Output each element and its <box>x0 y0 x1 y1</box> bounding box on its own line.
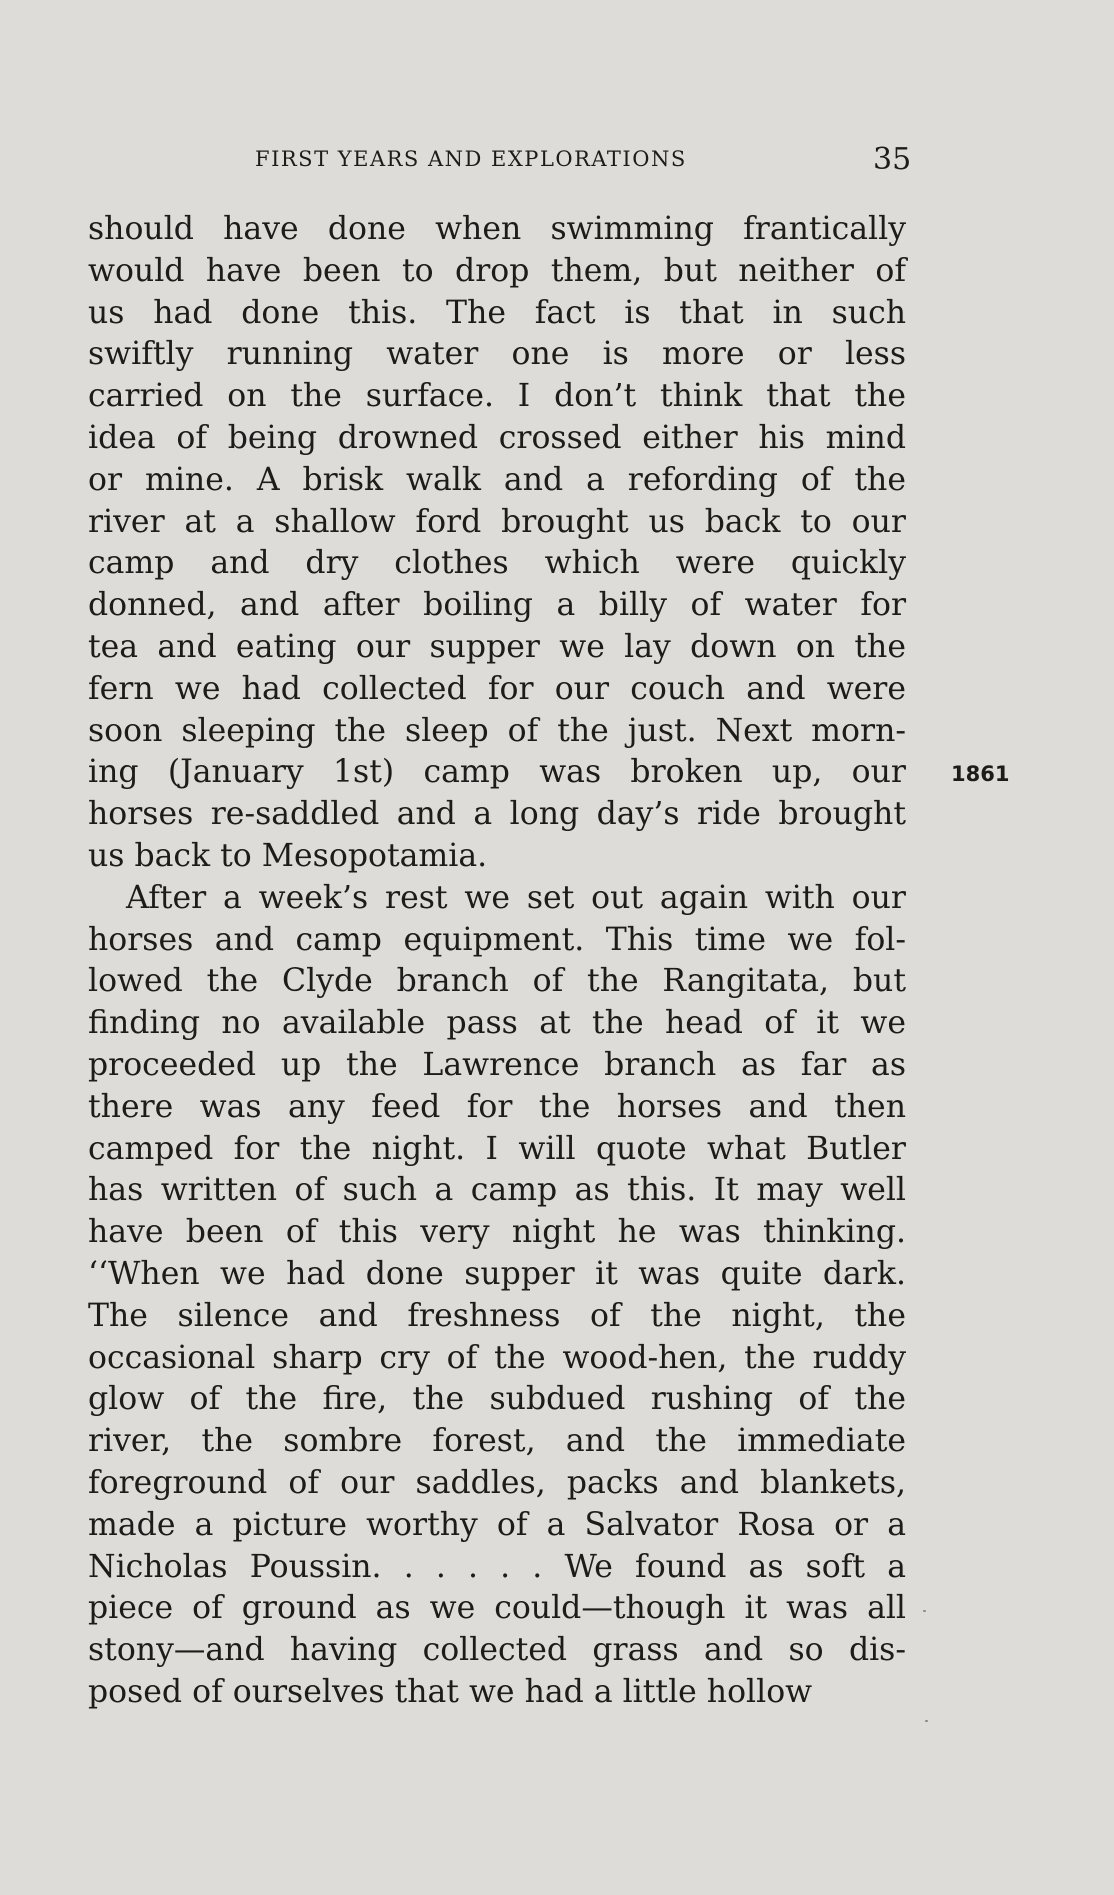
body-line: The silence and freshness of the night, the <box>88 1297 906 1334</box>
page-speck <box>925 1720 928 1722</box>
body-line: donned, and after boiling a billy of water for <box>88 587 906 624</box>
running-head: FIRST YEARS AND EXPLORATIONS <box>255 147 687 171</box>
body-line: river, the sombre forest, and the immediate <box>88 1423 906 1460</box>
body-line: horses re-saddled and a long day’s ride brought <box>88 796 906 833</box>
body-line: stony—and having collected grass and so dis- <box>88 1632 906 1669</box>
body-line: tea and eating our supper we lay down on the <box>88 629 906 665</box>
body-line: river at a shallow ford brought us back to our <box>88 503 906 540</box>
body-line: carried on the surface. I don’t think that the <box>88 378 906 415</box>
body-line: glow of the fire, the subdued rushing of the <box>88 1381 906 1418</box>
body-line: made a picture worthy of a Salvator Rosa or a <box>88 1506 906 1543</box>
body-line: would have been to drop them, but neither of <box>88 252 906 289</box>
body-line: should have done when swimming frantically <box>88 211 906 247</box>
body-line: has written of such a camp as this. It may well <box>88 1172 906 1209</box>
body-line: camped for the night. I will quote what Butler <box>88 1130 906 1167</box>
page-number: 35 <box>873 142 912 177</box>
body-line: Nicholas Poussin. . . . . . We found as soft a <box>88 1548 906 1585</box>
body-line: proceeded up the Lawrence branch as far as <box>88 1047 906 1083</box>
body-line: ing (January 1st) camp was broken up, our <box>88 754 906 791</box>
body-line: piece of ground as we could—though it was all <box>88 1590 906 1627</box>
body-line: lowed the Clyde branch of the Rangitata, but <box>88 963 906 1000</box>
body-line: there was any feed for the horses and then <box>88 1088 906 1125</box>
body-line: us had done this. The fact is that in such <box>88 294 906 331</box>
margin-note-year: 1861 <box>951 762 1010 786</box>
body-line: swiftly running water one is more or less <box>88 336 906 373</box>
body-line: or mine. A brisk walk and a refording of the <box>88 461 906 498</box>
body-line: us back to Mesopotamia. <box>88 838 488 874</box>
body-line: have been of this very night he was thinking. <box>88 1214 906 1251</box>
page-speck <box>923 1610 926 1612</box>
body-line: camp and dry clothes which were quickly <box>88 545 906 582</box>
body-line: horses and camp equipment. This time we fol- <box>88 921 906 958</box>
body-line: occasional sharp cry of the wood-hen, the ruddy <box>88 1339 906 1376</box>
body-line: fern we had collected for our couch and were <box>88 670 906 707</box>
body-line: finding no available pass at the head of it we <box>88 1005 906 1042</box>
body-line: foreground of our saddles, packs and blankets, <box>88 1465 906 1501</box>
body-line: idea of being drowned crossed either his mind <box>88 420 906 456</box>
body-line: After a week’s rest we set out again with our <box>126 879 906 916</box>
body-line: soon sleeping the sleep of the just. Next morn- <box>88 712 906 749</box>
body-line: ‘‘When we had done supper it was quite dark. <box>88 1256 906 1292</box>
body-line: posed of ourselves that we had a little hollow <box>88 1674 813 1710</box>
